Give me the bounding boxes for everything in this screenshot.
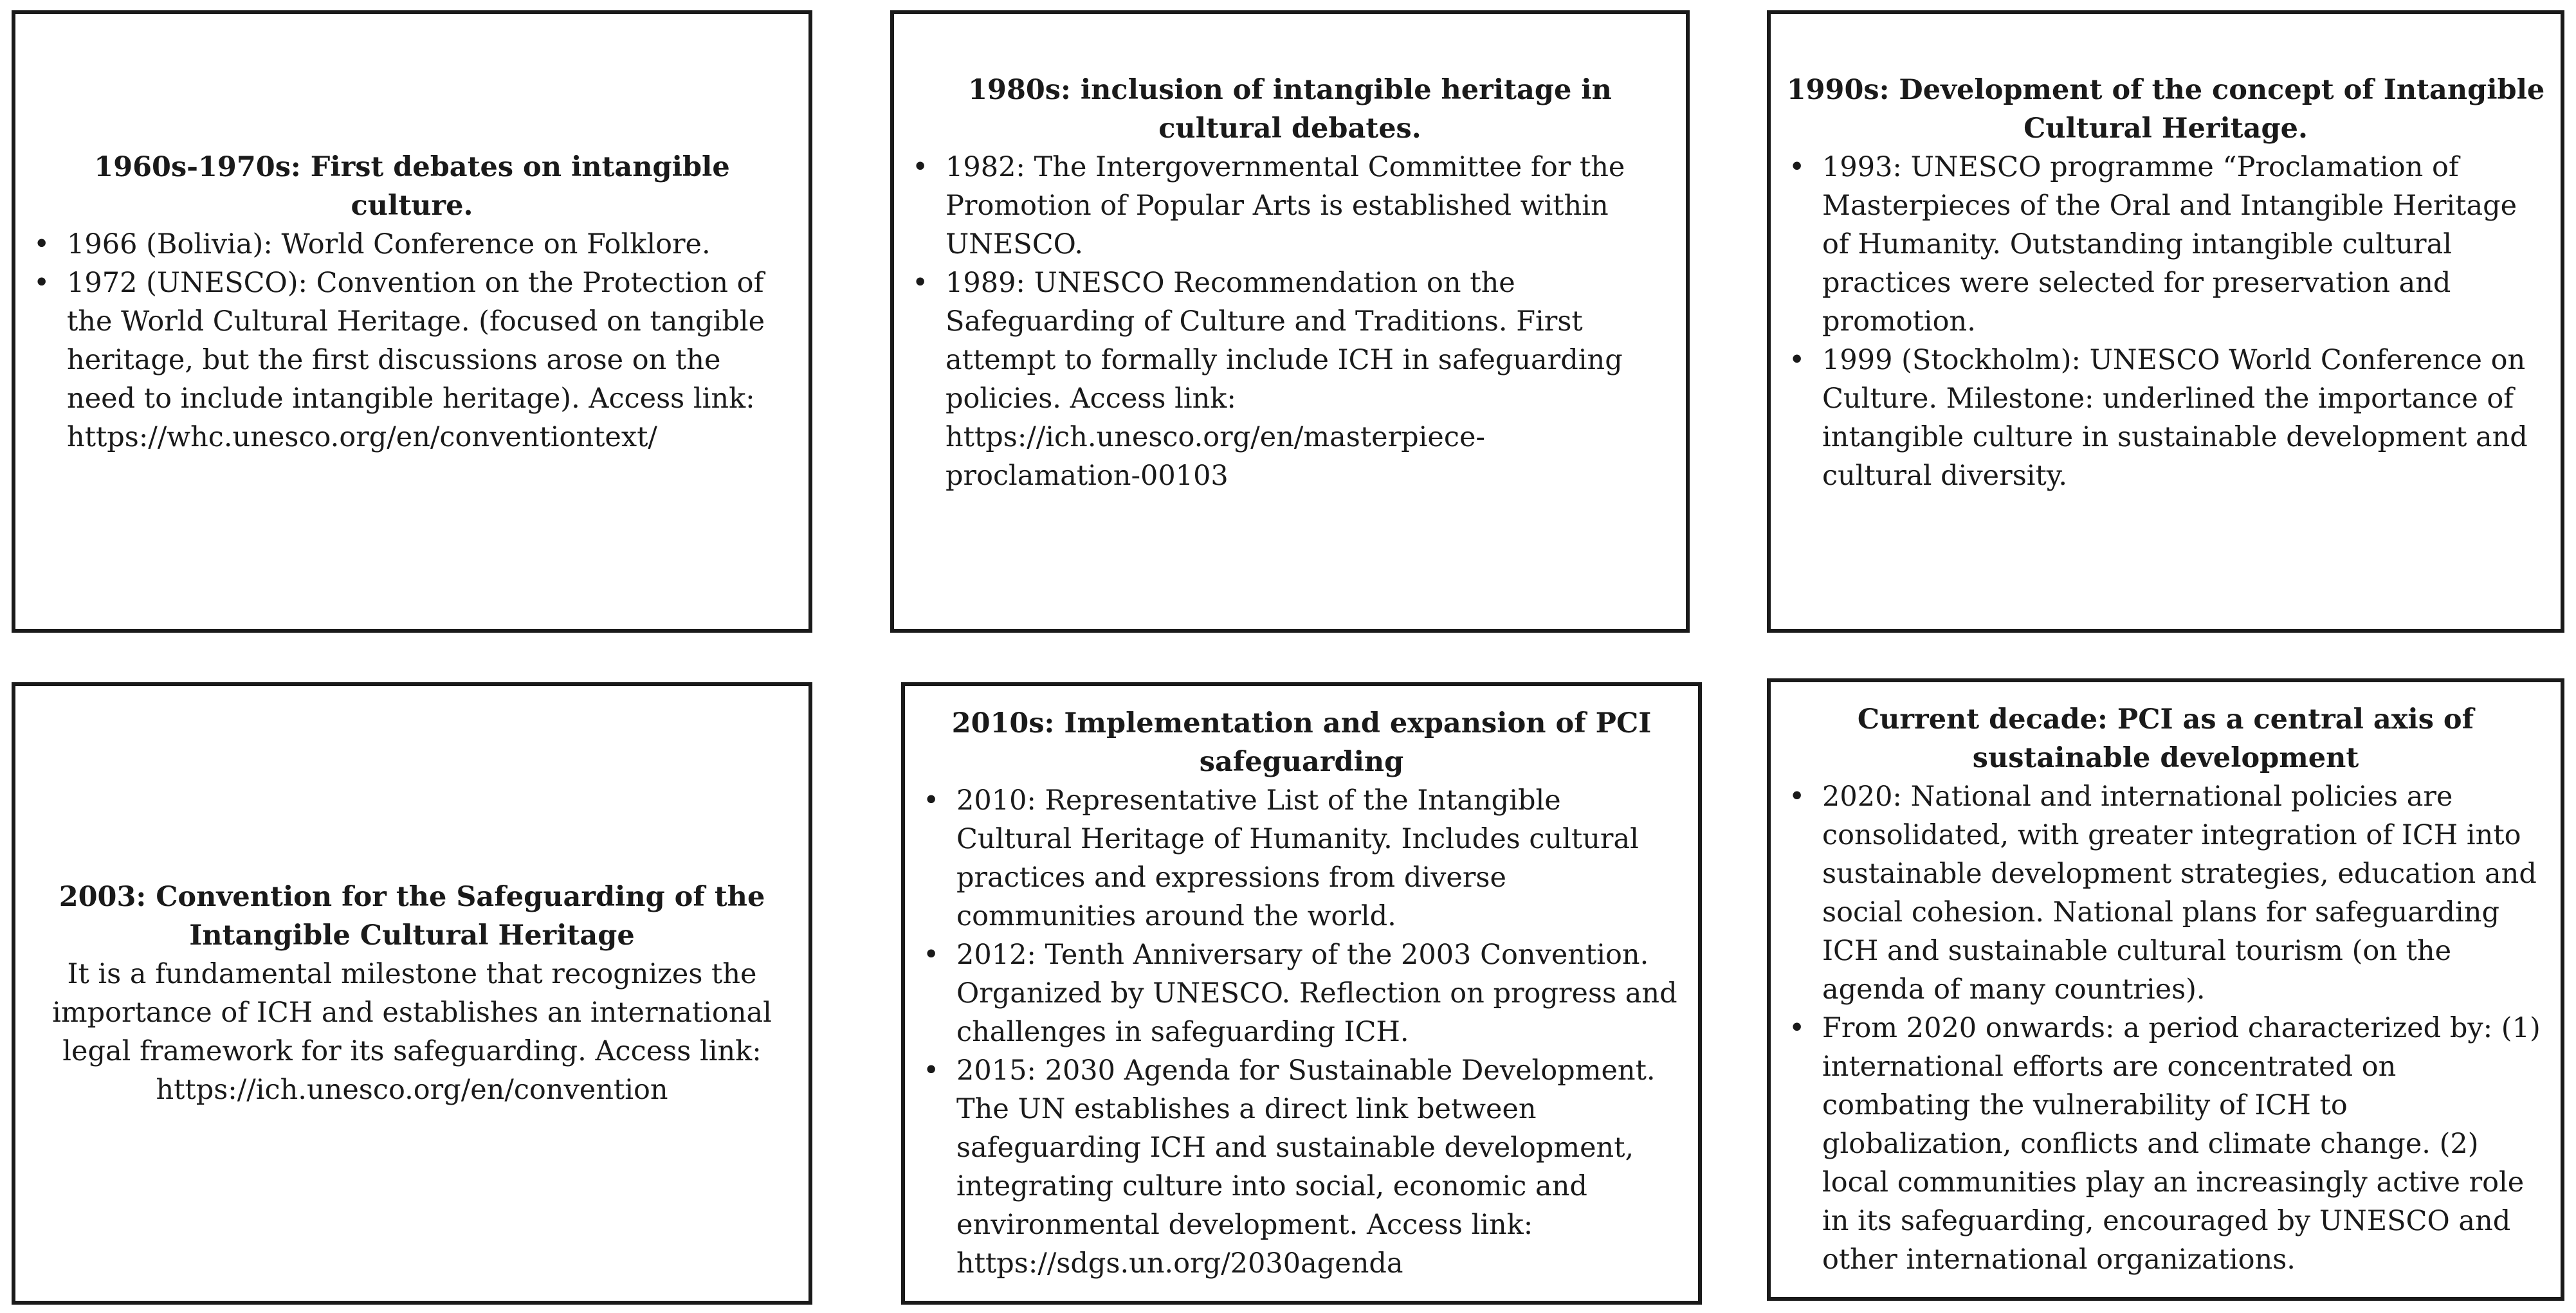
box-title: 1980s: inclusion of intangible heritage in cultural debates. [968, 74, 1612, 145]
bullet-item: • 1993: UNESCO programme “Proclamation of Masterpieces of the Oral and Intangible Heritage of Humanity. Outstanding intangible cultural practices were selected for preservation and promotion. [1786, 148, 2545, 341]
bullet-item: • 1966 (Bolivia): World Conference on Folklore. [31, 225, 793, 264]
timeline-box-1960s-1970s [12, 10, 812, 633]
box-description: It is a fundamental milestone that recognizes the importance of ICH and establishes an international legal framework for its safeguarding. Access link: https://ich.unesco.org/en/convention [52, 958, 772, 1106]
bullet-item: • 1989: UNESCO Recommendation on the Safeguarding of Culture and Traditions. First attempt to formally include ICH in safeguarding policies. Access link: https://ich.unesco.org/en/masterpiece-proclamation-00103 [909, 264, 1670, 495]
bullet-item: • 1999 (Stockholm): UNESCO World Conference on Culture. Milestone: underlined the importance of intangible culture in sustainable development and cultural diversity. [1786, 341, 2545, 495]
bullet-list [1786, 148, 2545, 495]
bullet-list [1786, 777, 2545, 1279]
timeline-box-1990s [1767, 10, 2564, 633]
box-title: 2010s: Implementation and expansion of PCI safeguarding [951, 707, 1652, 778]
box-content [920, 704, 1683, 1283]
bullet-item: • From 2020 onwards: a period characterized by: (1) international efforts are concentrated on combating the vulnerability of ICH to globalization, conflicts and climate change. (2) local communities play an increasingly active role in its safeguarding, encouraged by UNESCO and other international organizations. [1786, 1009, 2545, 1279]
bullet-list [909, 148, 1670, 495]
timeline-box-1980s [890, 10, 1690, 633]
bullet-item: • 2015: 2030 Agenda for Sustainable Development. The UN establishes a direct link between safeguarding ICH and sustainable development, integrating culture into social, economic and environmental development. Access link: https://sdgs.un.org/2030agenda [920, 1051, 1683, 1283]
bullet-list [920, 781, 1683, 1283]
bullet-item: • 1972 (UNESCO): Convention on the Protection of the World Cultural Heritage. (focused on tangible heritage, but the first discussions arose on the need to include intangible heritage). Access link: https://whc.unesco.org/en/conventiontext/ [31, 264, 793, 457]
timeline-box-current-decade [1767, 678, 2564, 1301]
box-content [1786, 700, 2545, 1279]
timeline-box-2003 [12, 682, 812, 1305]
bullet-item: • 2020: National and international policies are consolidated, with greater integration of ICH into sustainable development strategies, education and social cohesion. National plans for safeguarding ICH and sustainable cultural tourism (on the agenda of many countries). [1786, 777, 2545, 1009]
bullet-item: • 1982: The Intergovernmental Committee for the Promotion of Popular Arts is established within UNESCO. [909, 148, 1670, 264]
box-content [1786, 71, 2545, 572]
box-title: 2003: Convention for the Safeguarding of the Intangible Cultural Heritage [59, 881, 765, 952]
box-content [31, 878, 793, 1109]
bullet-item: • 2010: Representative List of the Intangible Cultural Heritage of Humanity. Includes cultural practices and expressions from diverse communities around the world. [920, 781, 1683, 936]
bullet-list [31, 225, 793, 457]
bullet-item: • 2012: Tenth Anniversary of the 2003 Convention. Organized by UNESCO. Reflection on progress and challenges in safeguarding ICH. [920, 936, 1683, 1051]
box-title: 1960s-1970s: First debates on intangible culture. [94, 151, 730, 222]
box-content [31, 148, 793, 495]
box-content [909, 71, 1670, 572]
box-title: Current decade: PCI as a central axis of sustainable development [1857, 703, 2474, 774]
box-title: 1990s: Development of the concept of Intangible Cultural Heritage. [1786, 74, 2545, 145]
timeline-box-2010s [901, 682, 1702, 1305]
